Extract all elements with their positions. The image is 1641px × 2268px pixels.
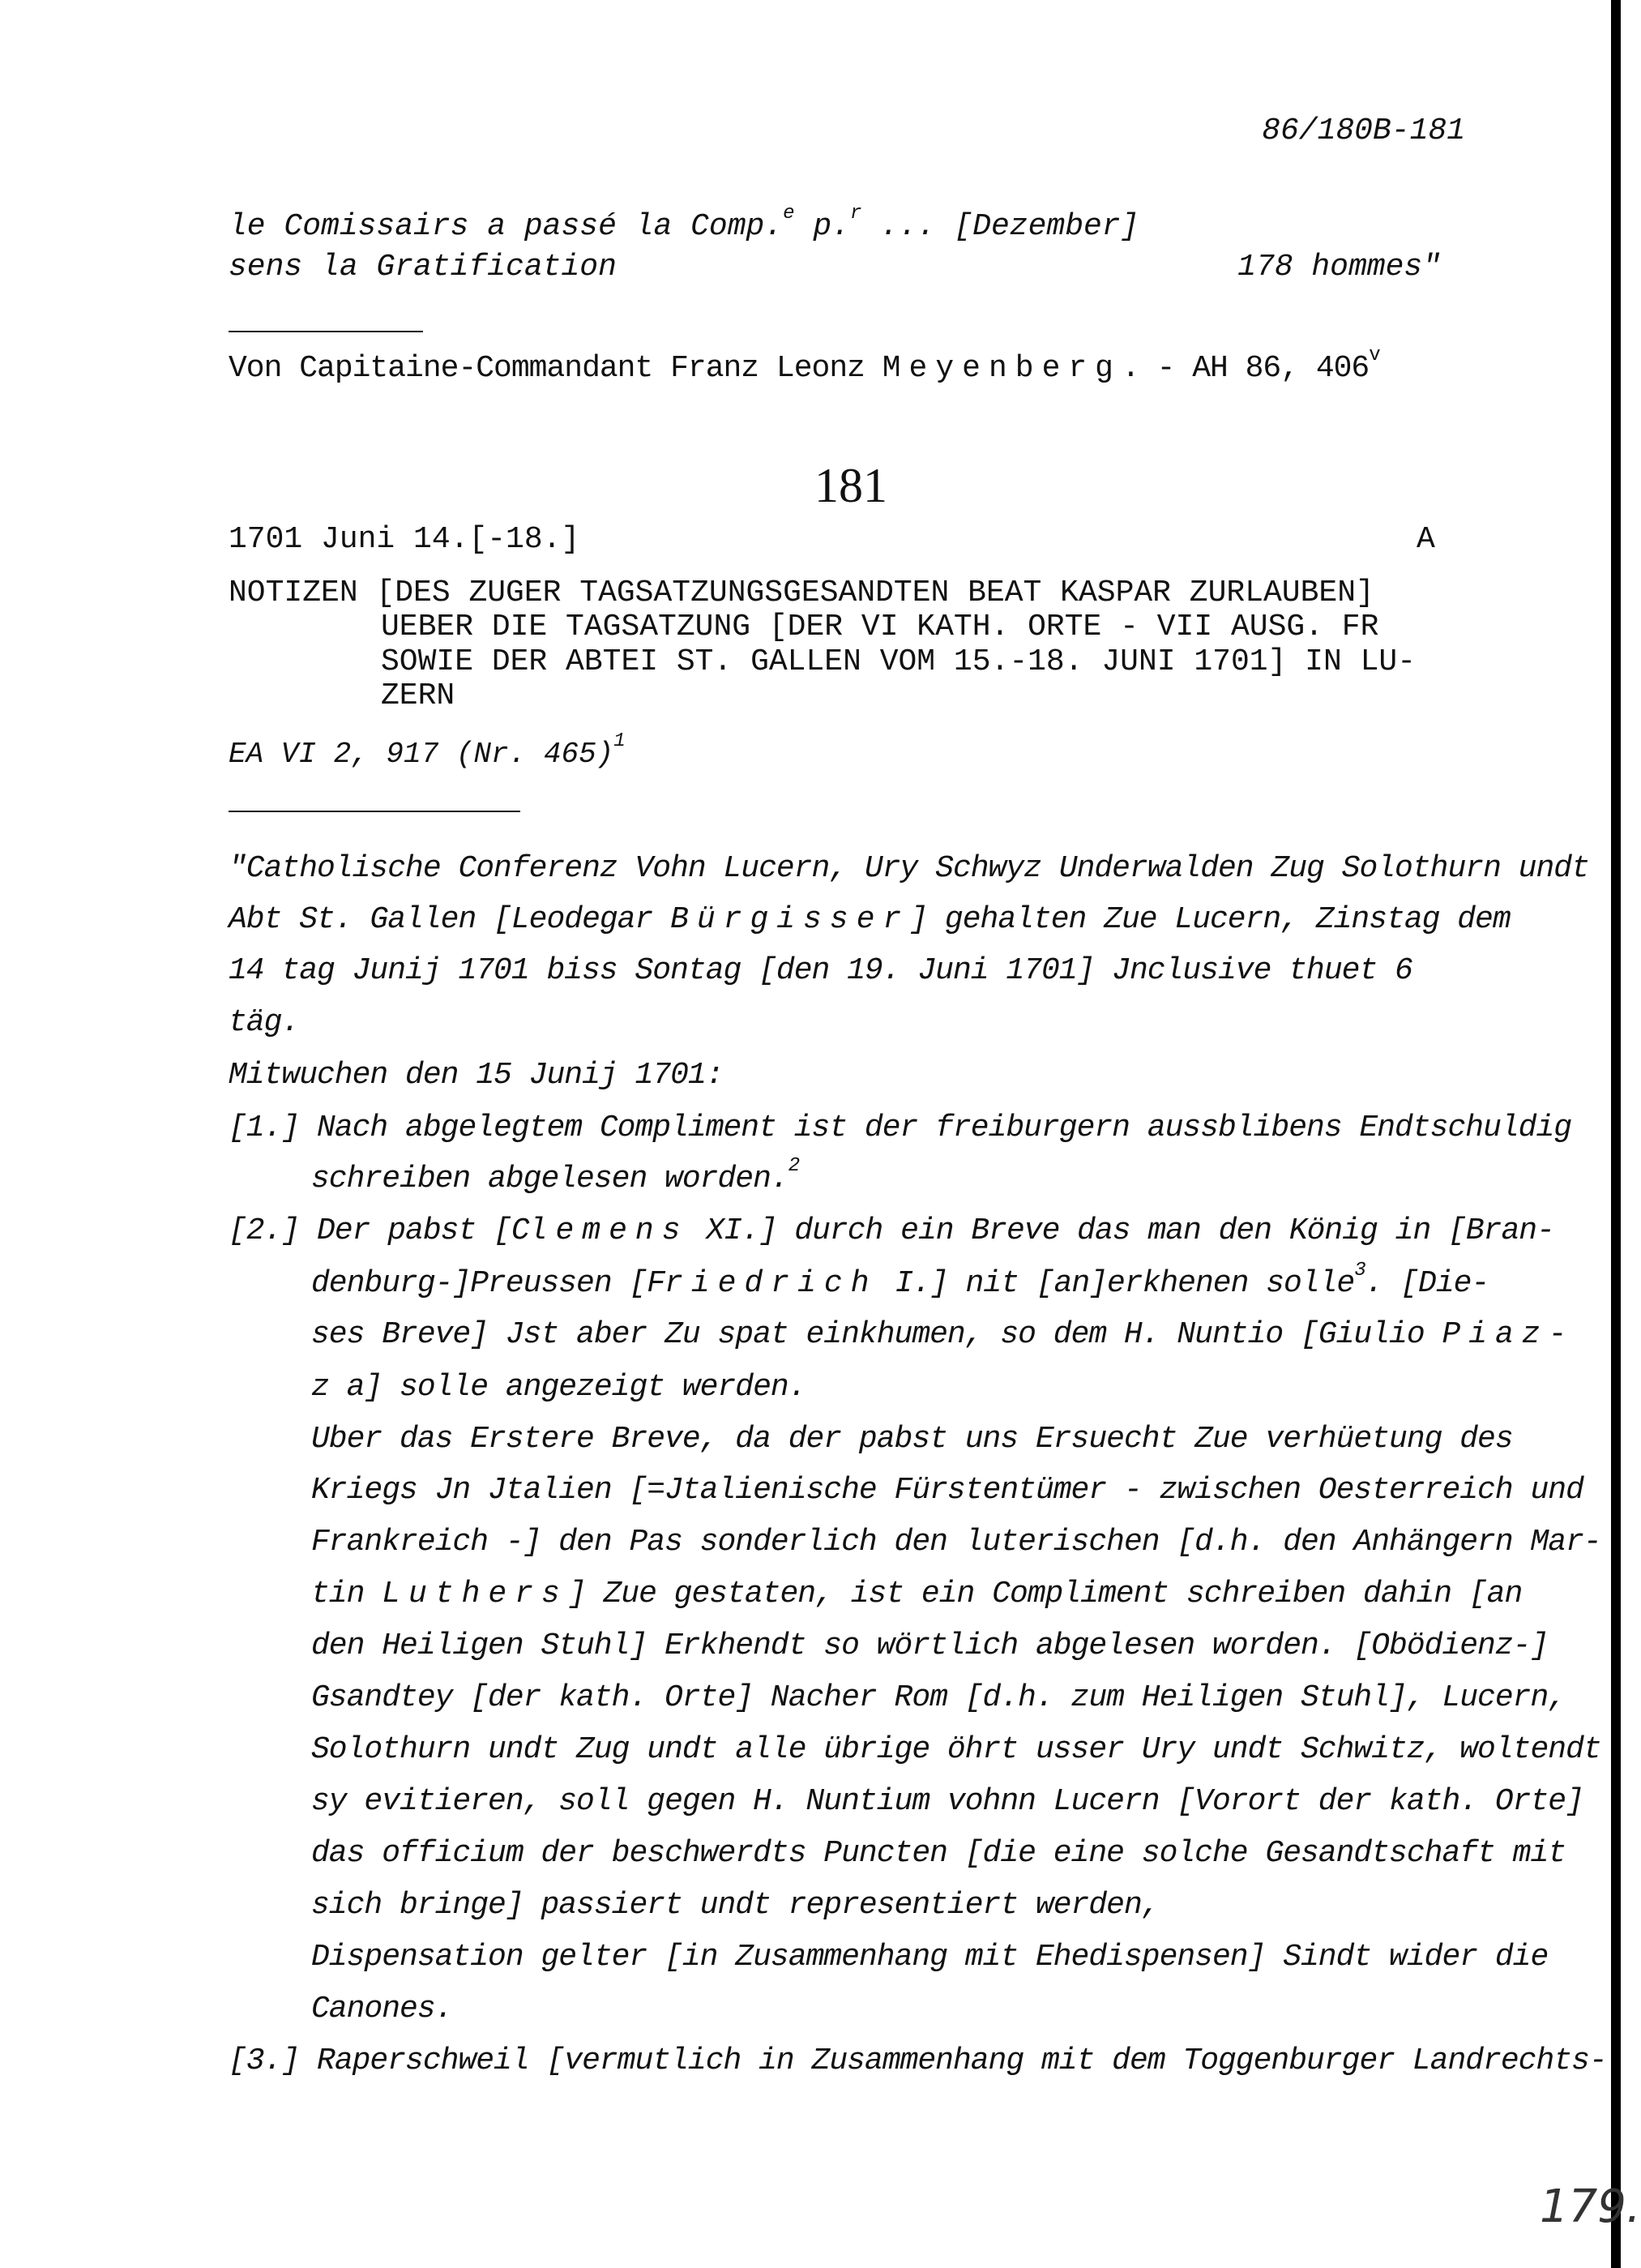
document-type: A: [1417, 522, 1435, 557]
body-line: sich bringe] passiert undt representiert werden,: [311, 1888, 1160, 1923]
session-heading: Mitwuchen den 15 Junij 1701:: [229, 1058, 724, 1093]
footnote-divider: [229, 331, 423, 332]
edition-reference: EA VI 2, 917 (Nr. 465)$^1$: [229, 730, 626, 771]
body-line: Uber das Erstere Breve, da der pabst uns Ersuecht Zue verhüetung des: [311, 1422, 1513, 1457]
body-line: 14 tag Junij 1701 biss Sontag [den 19. Juni 1701] Jnclusive thuet 6: [229, 953, 1412, 988]
body-line: tin Luthers] Zue gestaten, ist ein Compliment schreiben dahin [an: [311, 1577, 1523, 1611]
previous-doc-line-2: sens la Gratification: [229, 250, 617, 285]
text-divider: [229, 811, 520, 812]
body-line: Kriegs Jn Jtalien [=Jtalienische Fürstentümer - zwischen Oesterreich und: [311, 1473, 1583, 1508]
body-line: Canones.: [311, 1992, 453, 2026]
document-title-line-3: SOWIE DER ABTEI ST. GALLEN VOM 15.-18. JUNI 1701] IN LU-: [381, 644, 1417, 679]
document-date: 1701 Juni 14.[-18.]: [229, 522, 580, 557]
document-number: 181: [814, 459, 887, 512]
document-title-line-4: ZERN: [381, 678, 455, 713]
body-line: sy evitieren, soll gegen H. Nuntium vohnn Lucern [Vorort der kath. Orte]: [311, 1784, 1583, 1819]
body-line: Solothurn undt Zug undt alle übrige öhrt usser Ury undt Schwitz, woltendt: [311, 1732, 1601, 1767]
body-line: [3.] Raperschweil [vermutlich in Zusammenhang mit dem Toggenburger Landrechts-: [229, 2043, 1607, 2078]
body-line: [1.] Nach abgelegtem Compliment ist der freiburgern aussblibens Endtschuldig: [229, 1110, 1572, 1145]
body-line: Abt St. Gallen [Leodegar Bürgisser] gehalten Zue Lucern, Zinstag dem: [229, 902, 1511, 937]
previous-doc-count: 178 hommes": [1237, 250, 1441, 285]
page-reference: 86/180B-181: [1262, 113, 1465, 148]
document-title-line-1: NOTIZEN [DES ZUGER TAGSATZUNGSGESANDTEN BEAT KASPAR ZURLAUBEN]: [229, 576, 1374, 610]
body-line: den Heiligen Stuhl] Erkhendt so wörtlich abgelesen worden. [Obödienz-]: [311, 1628, 1549, 1663]
handwritten-page-number: 179.: [1540, 2180, 1641, 2233]
body-line: schreiben abgelesen worden.$^2$: [311, 1155, 800, 1196]
body-line: Frankreich -] den Pas sonderlich den luterischen [d.h. den Anhängern Mar-: [311, 1525, 1601, 1560]
body-line: Dispensation gelter [in Zusammenhang mit Ehedispensen] Sindt wider die: [311, 1940, 1549, 1975]
source-note: Von Capitaine-Commandant Franz Leonz Meyenberg. - AH 86, 406$^v$: [229, 344, 1380, 386]
body-line: täg.: [229, 1005, 300, 1040]
body-line: denburg-]Preussen [Friedrich I.] nit [an]erkhenen solle$^3$. [Die-: [311, 1260, 1489, 1301]
body-line: ses Breve] Jst aber Zu spat einkhumen, so dem H. Nuntio [Giulio Piaz-: [311, 1317, 1575, 1352]
body-line: [2.] Der pabst [Clemens XI.] durch ein Breve das man den König in [Bran-: [229, 1213, 1554, 1248]
body-line: Gsandtey [der kath. Orte] Nacher Rom [d.h. zum Heiligen Stuhl], Lucern,: [311, 1680, 1566, 1715]
page-edge: [1611, 0, 1621, 2268]
document-title-line-2: UEBER DIE TAGSATZUNG [DER VI KATH. ORTE - VII AUSG. FR: [381, 610, 1379, 644]
body-line: das officium der beschwerdts Puncten [die eine solche Gesandtschaft mit: [311, 1836, 1566, 1871]
body-line: "Catholische Conferenz Vohn Lucern, Ury Schwyz Underwalden Zug Solothurn undt: [229, 851, 1589, 886]
body-line: z a] solle angezeigt werden.: [311, 1370, 806, 1405]
previous-doc-line-1: le Comissairs a passé la Comp.$^e$ p.$^r$ ... [Dezember]: [229, 203, 1139, 244]
